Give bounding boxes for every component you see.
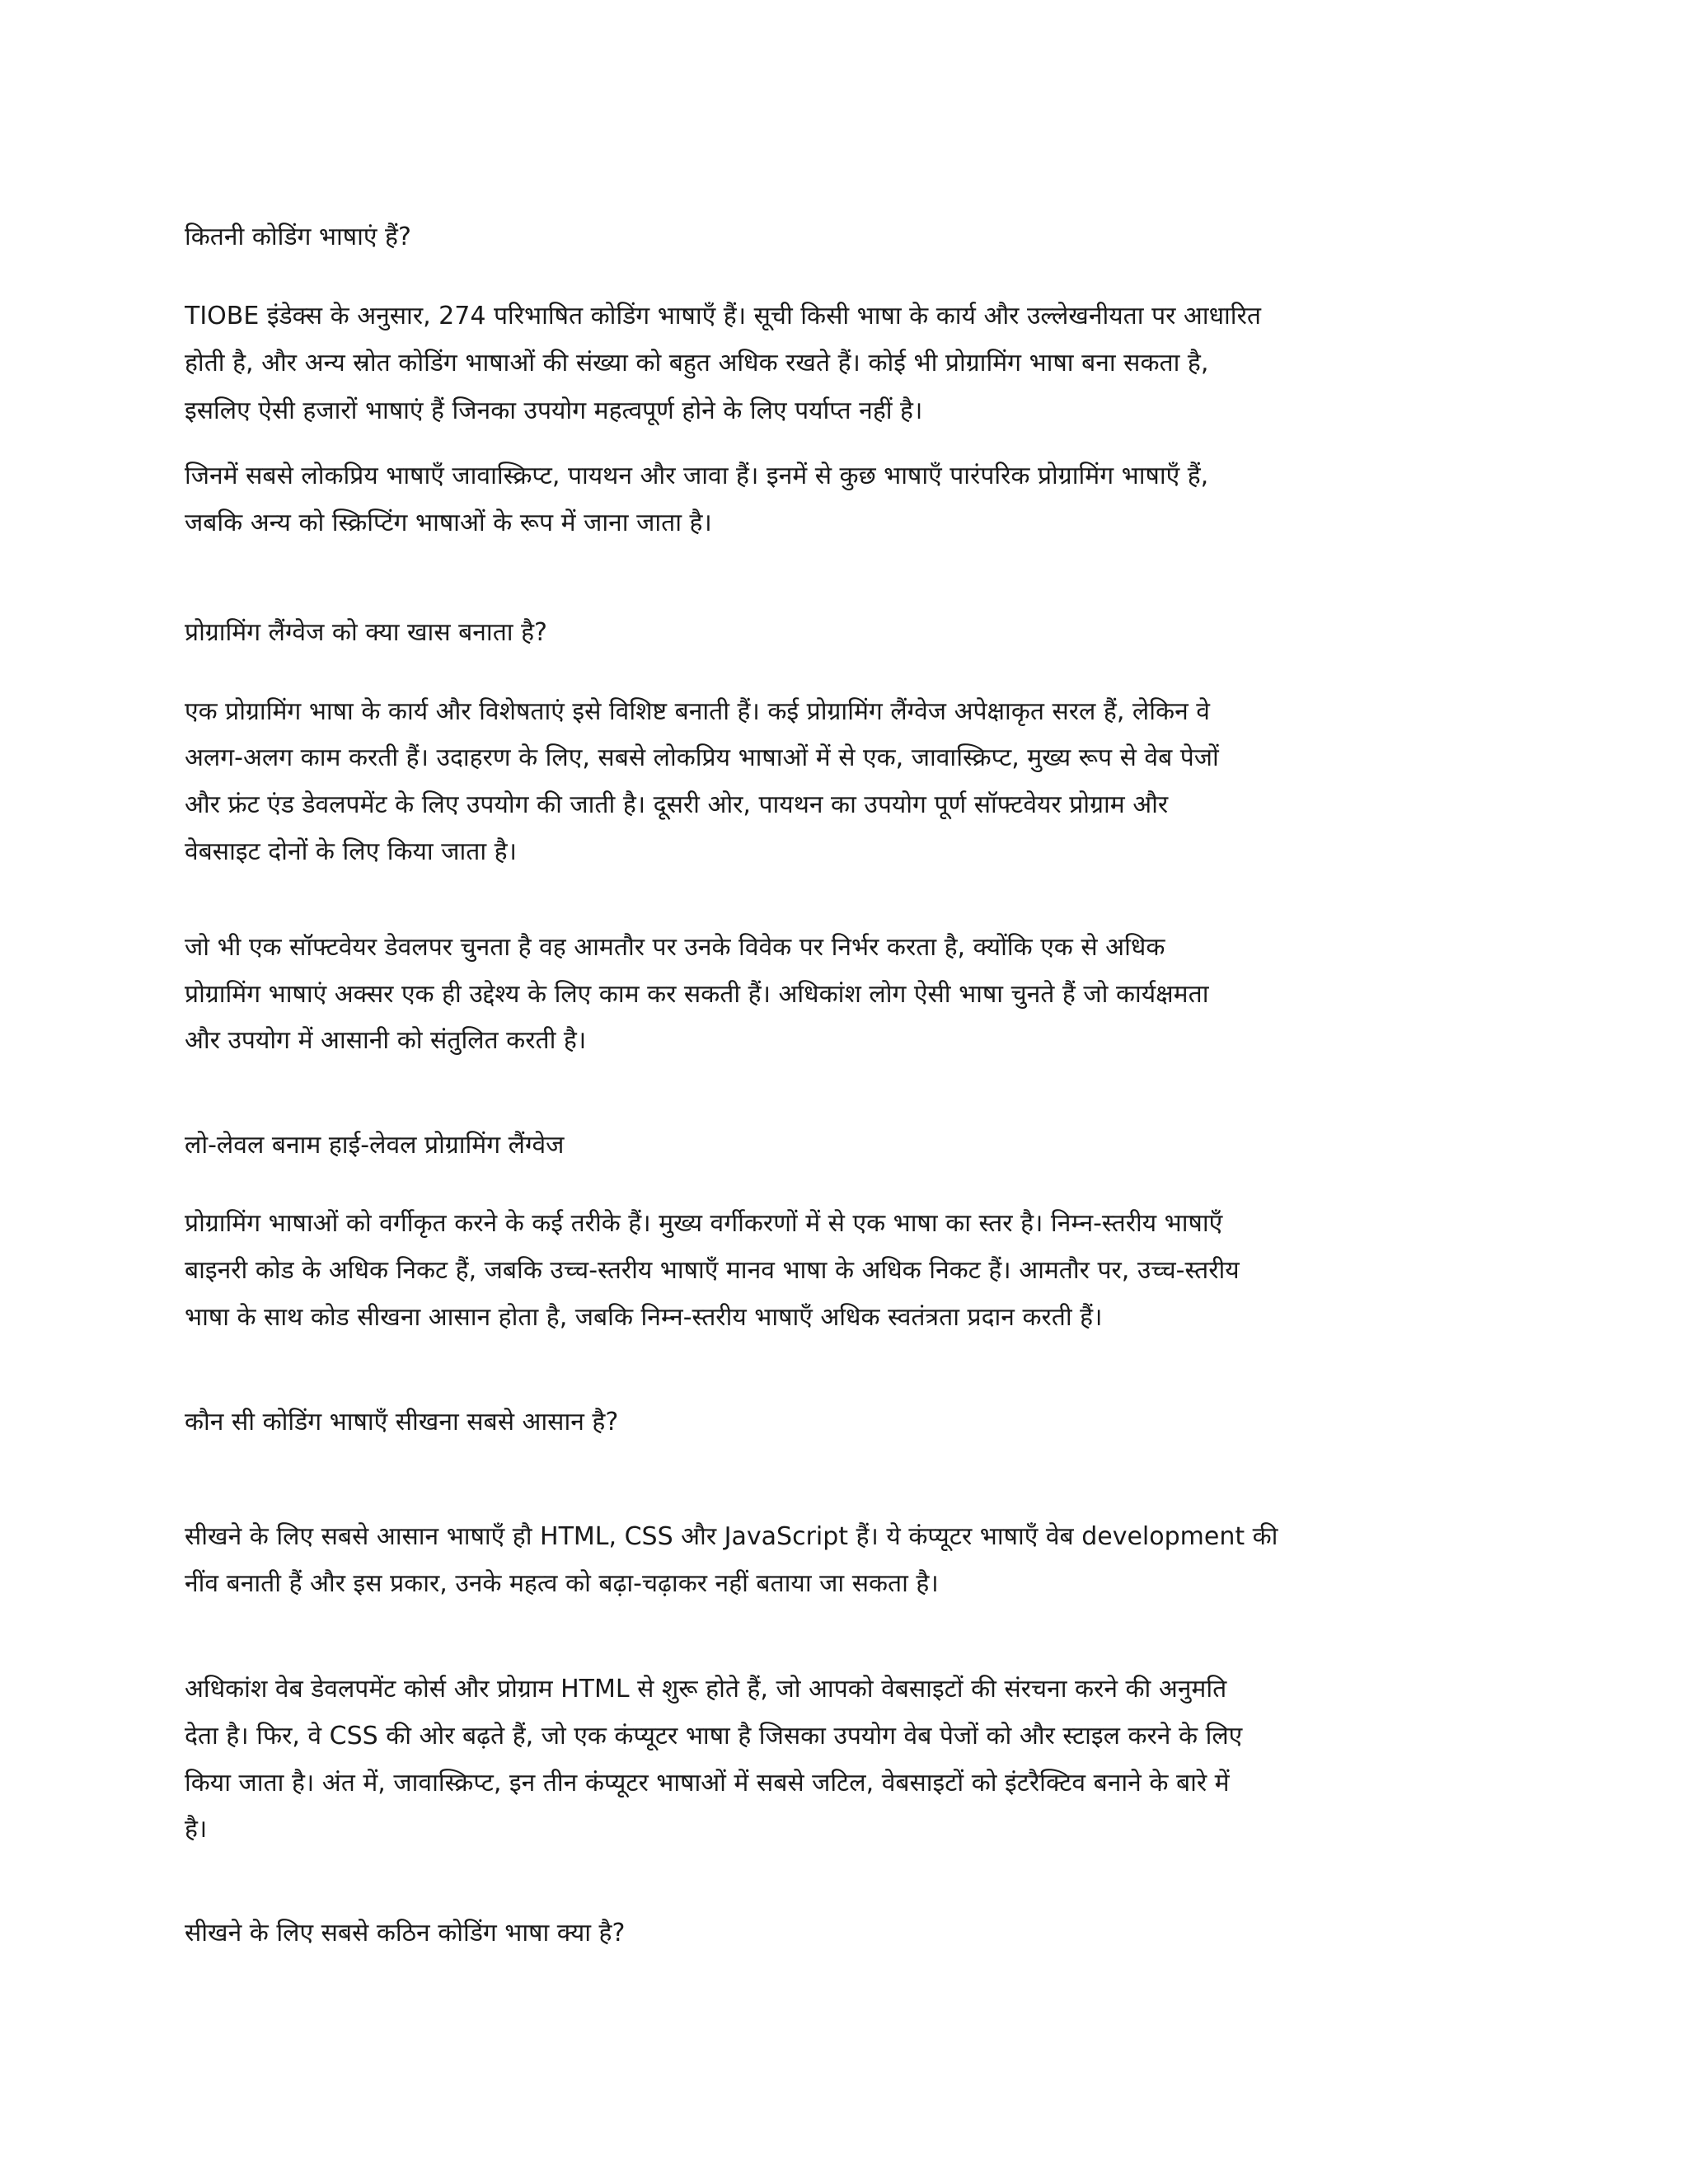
paragraph-tiobe-line-2: होती है, और अन्य स्रोत कोडिंग भाषाओं की संख्या को बहुत अधिक रखते हैं। कोई भी प्रोग्रामिंग भाषा बना सकता है, bbox=[185, 349, 1209, 377]
paragraph-webdev-line-3: किया जाता है। अंत में, जावास्क्रिप्ट, इन तीन कंप्यूटर भाषाओं में सबसे जटिल, वेबसाइटों को इंटरैक्टिव बनाने के बारे में bbox=[185, 1769, 1230, 1797]
paragraph-levels-line-1: प्रोग्रामिंग भाषाओं को वर्गीकृत करने के कई तरीके हैं। मुख्य वर्गीकरणों में से एक भाषा का स्तर है। निम्न-स्तरीय भाषाएँ bbox=[185, 1209, 1223, 1238]
paragraph-levels-line-2: बाइनरी कोड के अधिक निकट हैं, जबकि उच्च-स्तरीय भाषाएँ मानव भाषा के अधिक निकट हैं। आमतौर पर, उच्च-स्तरीय bbox=[185, 1256, 1240, 1285]
heading-how-many-languages: कितनी कोडिंग भाषाएं हैं? bbox=[185, 223, 411, 251]
paragraph-features-line-3: और फ्रंट एंड डेवलपमेंट के लिए उपयोग की जाती है। दूसरी ओर, पायथन का उपयोग पूर्ण सॉफ्टवेयर प्रोग्राम और bbox=[185, 790, 1169, 819]
paragraph-popular-line-2: जबकि अन्य को स्क्रिप्टिंग भाषाओं के रूप में जाना जाता है। bbox=[185, 509, 712, 537]
paragraph-features-line-4: वेबसाइट दोनों के लिए किया जाता है। bbox=[185, 837, 517, 866]
paragraph-developer-line-3: और उपयोग में आसानी को संतुलित करती है। bbox=[185, 1026, 587, 1055]
paragraph-easiest-line-1: सीखने के लिए सबसे आसान भाषाएँ हौ HTML, CSS और JavaScript हैं। ये कंप्यूटर भाषाएँ वेब development की bbox=[185, 1522, 1278, 1551]
paragraph-webdev-line-2: देता है। फिर, वे CSS की ओर बढ़ते हैं, जो एक कंप्यूटर भाषा है जिसका उपयोग वेब पेजों को और स्टाइल करने के लिए bbox=[185, 1722, 1243, 1750]
paragraph-webdev-line-1: अधिकांश वेब डेवलपमेंट कोर्स और प्रोग्राम HTML से शुरू होते हैं, जो आपको वेबसाइटों की संरचना करने की अनुमति bbox=[185, 1675, 1227, 1704]
paragraph-developer-line-1: जो भी एक सॉफ्टवेयर डेवलपर चुनता है वह आमतौर पर उनके विवेक पर निर्भर करता है, क्योंकि एक से अधिक bbox=[185, 933, 1165, 962]
heading-what-makes-special: प्रोग्रामिंग लैंग्वेज को क्या खास बनाता है? bbox=[185, 618, 547, 647]
paragraph-webdev-line-4: है। bbox=[185, 1815, 208, 1844]
paragraph-tiobe-line-3: इसलिए ऐसी हजारों भाषाएं हैं जिनका उपयोग महत्वपूर्ण होने के लिए पर्याप्त नहीं है। bbox=[185, 396, 923, 425]
paragraph-levels-line-3: भाषा के साथ कोड सीखना आसान होता है, जबकि निम्न-स्तरीय भाषाएँ अधिक स्वतंत्रता प्रदान करती हैं। bbox=[185, 1303, 1103, 1332]
heading-low-vs-high-level: लो-लेवल बनाम हाई-लेवल प्रोग्रामिंग लैंग्वेज bbox=[185, 1131, 565, 1160]
paragraph-features-line-2: अलग-अलग काम करती हैं। उदाहरण के लिए, सबसे लोकप्रिय भाषाओं में से एक, जावास्क्रिप्ट, मुख्य रूप से वेब पेजों bbox=[185, 743, 1219, 772]
paragraph-features-line-1: एक प्रोग्रामिंग भाषा के कार्य और विशेषताएं इसे विशिष्ट बनाती हैं। कई प्रोग्रामिंग लैंग्वेज अपेक्षाकृत सरल हैं, लेकिन वे bbox=[185, 697, 1210, 726]
paragraph-easiest-line-2: नींव बनाती हैं और इस प्रकार, उनके महत्व को बढ़ा-चढ़ाकर नहीं बताया जा सकता है। bbox=[185, 1569, 939, 1598]
heading-hardest-language: सीखने के लिए सबसे कठिन कोडिंग भाषा क्या है? bbox=[185, 1919, 626, 1947]
paragraph-popular-line-1: जिनमें सबसे लोकप्रिय भाषाएँ जावास्क्रिप्ट, पायथन और जावा हैं। इनमें से कुछ भाषाएँ पारंपरिक प्रोग्रामिंग भाषाएँ हैं, bbox=[185, 462, 1209, 490]
paragraph-tiobe-line-1: TIOBE इंडेक्स के अनुसार, 274 परिभाषित कोडिंग भाषाएँ हैं। सूची किसी भाषा के कार्य और उल्लेखनीयता पर आधारित bbox=[185, 302, 1261, 330]
heading-easiest-languages: कौन सी कोडिंग भाषाएँ सीखना सबसे आसान है? bbox=[185, 1408, 619, 1436]
paragraph-developer-line-2: प्रोग्रामिंग भाषाएं अक्सर एक ही उद्देश्य के लिए काम कर सकती हैं। अधिकांश लोग ऐसी भाषा चुनते हैं जो कार्यक्षमता bbox=[185, 980, 1209, 1009]
